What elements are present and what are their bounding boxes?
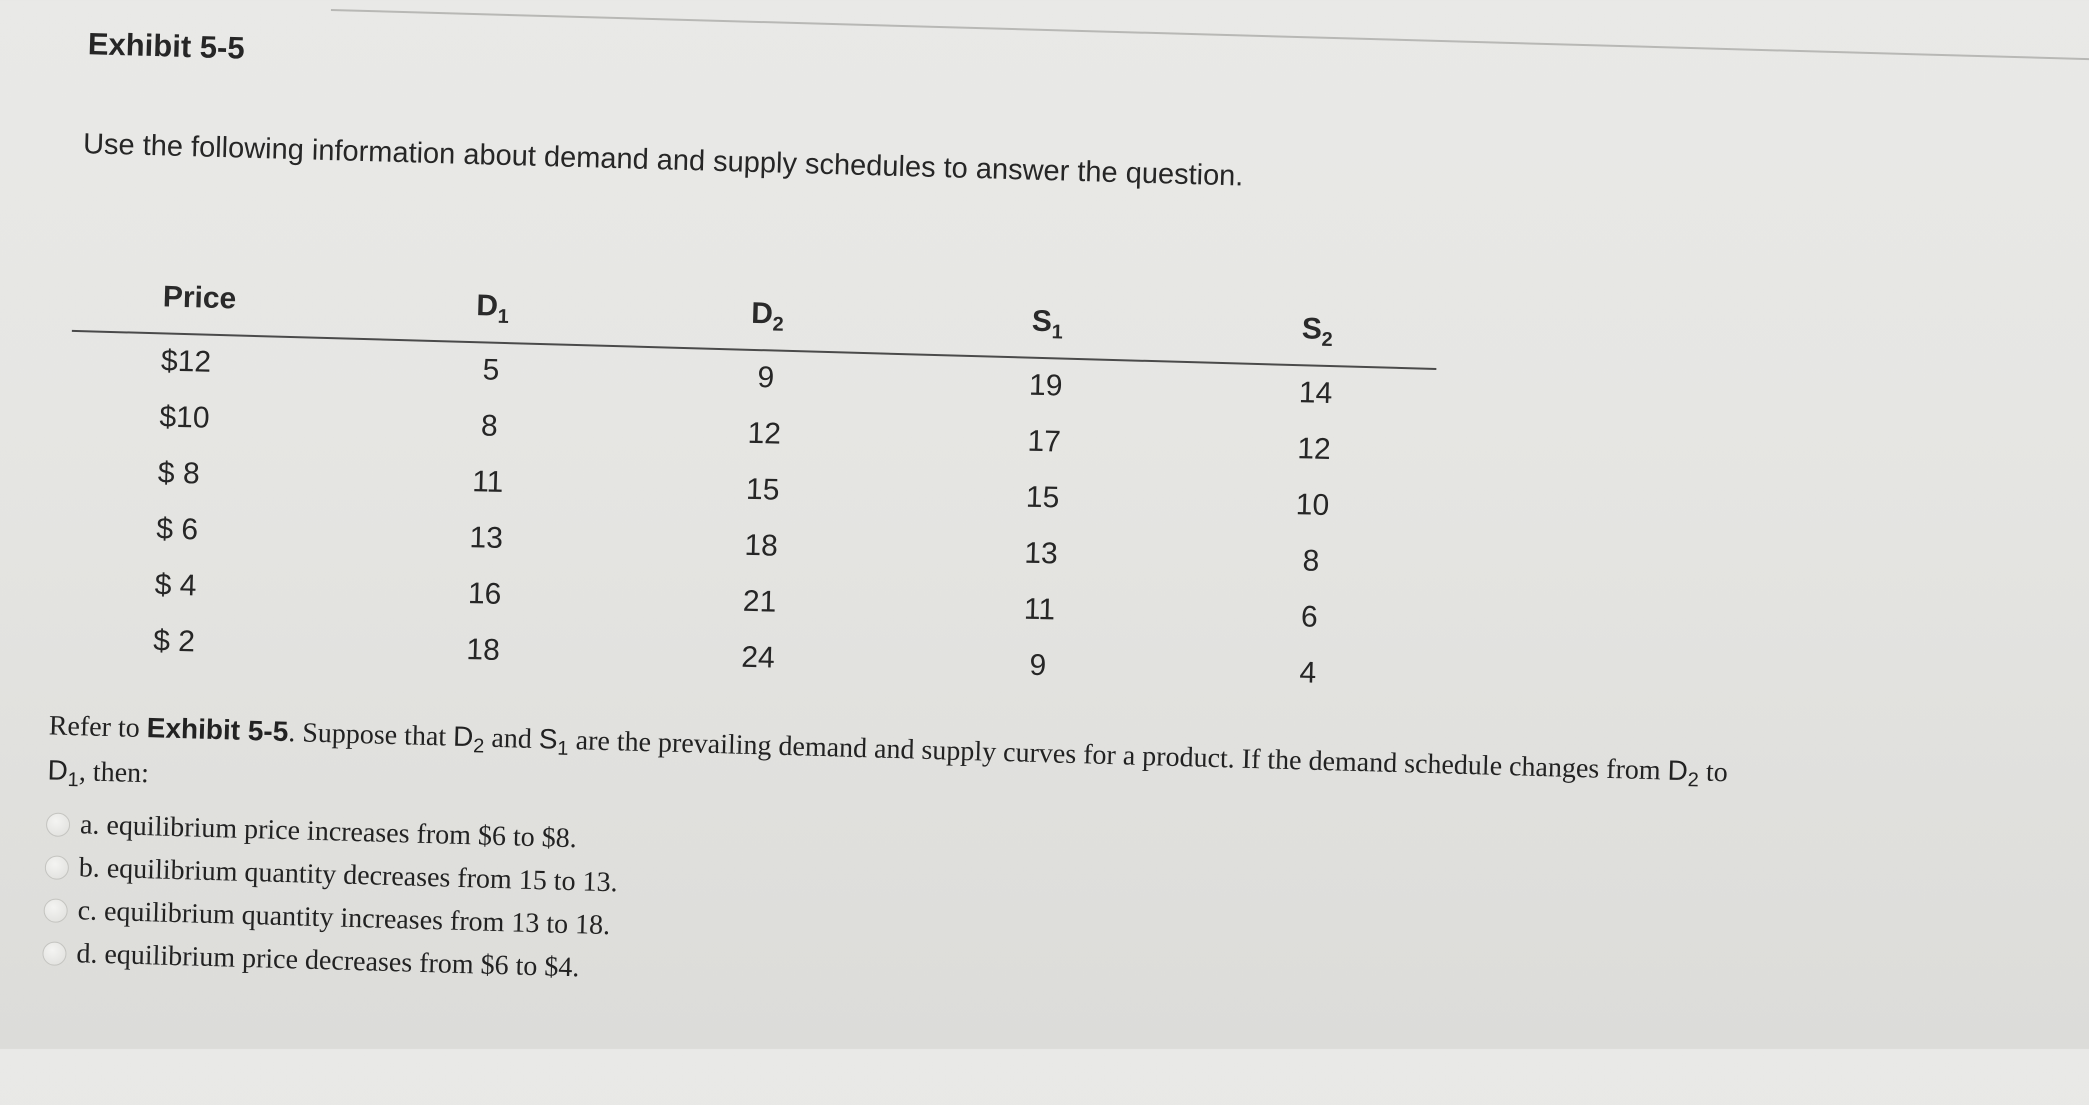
cell-s2: 4: [1299, 656, 1317, 690]
radio-button[interactable]: [43, 898, 68, 923]
header-d2-sub: 2: [772, 313, 785, 336]
cell-s2: 8: [1302, 544, 1320, 578]
cell-d2: 9: [757, 361, 775, 395]
header-d2-letter: D: [750, 296, 774, 331]
table-body: [62, 332, 1436, 710]
exhibit-title: Exhibit 5-5: [87, 26, 246, 66]
cell-s2: 14: [1298, 376, 1333, 411]
radio-button[interactable]: [45, 855, 70, 880]
cell-s1: 13: [1023, 536, 1059, 571]
header-s1: [1007, 304, 1088, 344]
cell-s1: 15: [1025, 480, 1060, 515]
option-label: a. equilibrium price increases from $6 to $8.: [79, 808, 578, 854]
schedule-table: [62, 272, 1438, 710]
symbol-d: D: [1667, 754, 1689, 787]
cell-s1: 9: [1029, 648, 1047, 683]
cell-s1: 11: [1023, 592, 1056, 627]
cell-d1: 5: [482, 353, 500, 387]
cell-d1: 18: [465, 633, 501, 667]
header-s2: [1277, 312, 1358, 352]
question-part: Refer to: [48, 710, 148, 745]
header-price: Price: [162, 280, 237, 316]
radio-button[interactable]: [42, 941, 67, 966]
option-label: d. equilibrium price decreases from $6 to $4.: [76, 937, 580, 983]
cell-d1: 11: [471, 465, 504, 499]
cell-price: $ 2: [152, 624, 196, 659]
cell-s1: 19: [1028, 368, 1063, 403]
exhibit-reference: Exhibit 5-5: [146, 712, 289, 748]
header-d2: [727, 296, 808, 336]
cell-s2: 10: [1295, 488, 1330, 523]
intro-text: Use the following information about demand and supply schedules to answer the question.: [82, 128, 1244, 193]
cell-s2: 12: [1296, 432, 1332, 467]
cell-d1: 13: [469, 521, 504, 555]
cell-price: $12: [160, 344, 212, 379]
header-d1-letter: D: [475, 289, 499, 323]
symbol-sub: 1: [67, 768, 79, 792]
symbol-sub: 1: [557, 737, 569, 760]
cell-price: $ 8: [157, 456, 201, 491]
cell-d2: 24: [740, 640, 776, 675]
cell-d1: 8: [480, 409, 499, 443]
answer-options: [42, 802, 619, 990]
option-label: c. equilibrium quantity increases from 13 to 18.: [77, 894, 611, 941]
symbol-sub: 2: [472, 735, 485, 758]
radio-button[interactable]: [46, 812, 71, 837]
header-s1-sub: 1: [1051, 321, 1064, 344]
cell-d2: 12: [747, 416, 782, 451]
header-s2-sub: 2: [1321, 328, 1333, 352]
symbol-d: D: [452, 720, 474, 753]
cell-d1: 16: [467, 577, 502, 611]
cell-d2: 21: [742, 584, 777, 619]
header-d1-sub: 1: [497, 305, 510, 329]
symbol-sub: 2: [1687, 769, 1700, 792]
question-part: to: [1698, 756, 1729, 789]
question-part: , then:: [78, 756, 150, 790]
question-part: . Suppose that: [287, 717, 454, 753]
cell-d2: 18: [744, 528, 779, 563]
header-d1: [452, 289, 533, 329]
cell-price: $ 6: [155, 512, 199, 547]
cell-price: $10: [159, 400, 211, 435]
symbol-d: D: [47, 754, 69, 786]
top-divider: [331, 9, 2089, 61]
symbol-s: S: [538, 723, 559, 755]
cell-d2: 15: [745, 472, 780, 507]
option-label: b. equilibrium quantity decreases from 15 to 13.: [78, 851, 619, 898]
header-s1-letter: S: [1031, 304, 1053, 339]
cell-s2: 6: [1300, 600, 1319, 634]
cell-s1: 17: [1027, 424, 1062, 459]
question-part: and: [484, 722, 540, 756]
question-part: are the prevailing demand and supply curves for a product. If the demand schedule changes from: [568, 724, 1669, 787]
header-s2-letter: S: [1301, 312, 1323, 346]
cell-price: $ 4: [154, 568, 197, 603]
